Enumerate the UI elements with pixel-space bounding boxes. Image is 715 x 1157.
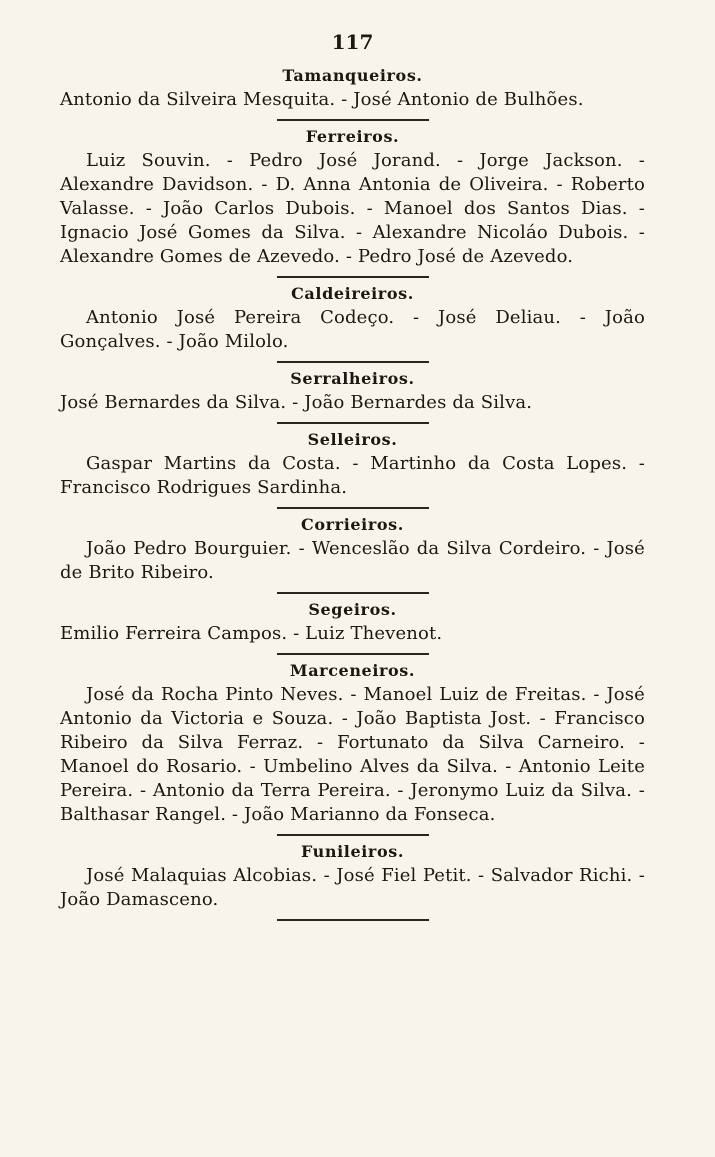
section-funileiros <box>60 840 645 912</box>
section-divider <box>277 653 429 655</box>
section-caldeireiros <box>60 282 645 354</box>
section-divider <box>277 834 429 836</box>
section-divider <box>277 919 429 921</box>
section-text: Antonio da Silveira Mesquita. - José Antonio de Bulhões. <box>60 89 584 110</box>
section-text: Gaspar Martins da Costa. - Martinho da Costa Lopes. - Francisco Rodrigues Sardinha. <box>60 453 645 498</box>
section-marceneiros <box>60 659 645 827</box>
section-text: Emilio Ferreira Campos. - Luiz Thevenot. <box>60 623 443 644</box>
section-heading: Tamanqueiros. <box>282 66 423 85</box>
section-divider <box>277 507 429 509</box>
section-selleiros <box>60 428 645 500</box>
section-serralheiros <box>60 367 645 415</box>
section-heading: Marceneiros. <box>289 661 416 680</box>
section-tamanqueiros <box>60 64 645 112</box>
section-heading: Funileiros. <box>300 842 405 861</box>
section-text: Antonio José Pereira Codeço. - José Deliau. - João Gonçalves. - João Milolo. <box>60 307 645 352</box>
section-heading: Selleiros. <box>307 430 398 449</box>
section-heading: Corrieiros. <box>301 515 404 534</box>
section-heading: Caldeireiros. <box>291 284 414 303</box>
section-divider <box>277 276 429 278</box>
section-divider <box>277 119 429 121</box>
section-divider <box>277 422 429 424</box>
section-heading: Segeiros. <box>308 600 397 619</box>
section-text: Luiz Souvin. - Pedro José Jorand. - Jorge Jackson. - Alexandre Davidson. - D. Anna Antonia de Oliveira. - Roberto Valasse. - João Carlos Dubois. - Manoel dos Santos Dias. - Ignacio José Gomes da Silva. - Alexandre Nicoláo Dubois. - Alexandre Gomes de Azevedo. - Pedro José de Azevedo. <box>60 150 645 267</box>
section-corrieiros <box>60 513 645 585</box>
section-text: José Malaquias Alcobias. - José Fiel Petit. - Salvador Richi. - João Damasceno. <box>60 865 645 910</box>
section-heading: Ferreiros. <box>305 127 400 146</box>
section-segeiros <box>60 598 645 646</box>
section-text: José Bernardes da Silva. - João Bernardes da Silva. <box>60 392 533 413</box>
document-page <box>60 28 645 925</box>
section-divider <box>277 592 429 594</box>
section-divider <box>277 361 429 363</box>
section-text: José da Rocha Pinto Neves. - Manoel Luiz de Freitas. - José Antonio da Victoria e Souza. - João Baptista Jost. - Francisco Ribeiro da Silva Ferraz. - Fortunato da Silva Carneiro. - Manoel do Rosario. - Umbelino Alves da Silva. - Antonio Leite Pereira. - Antonio da Terra Pereira. - Jeronymo Luiz da Silva. - Balthasar Rangel. - João Marianno da Fonseca. <box>60 684 645 825</box>
page-number: 117 <box>331 30 374 54</box>
section-ferreiros <box>60 125 645 269</box>
section-text: João Pedro Bourguier. - Wenceslão da Silva Cordeiro. - José de Brito Ribeiro. <box>60 538 645 583</box>
section-heading: Serralheiros. <box>290 369 415 388</box>
